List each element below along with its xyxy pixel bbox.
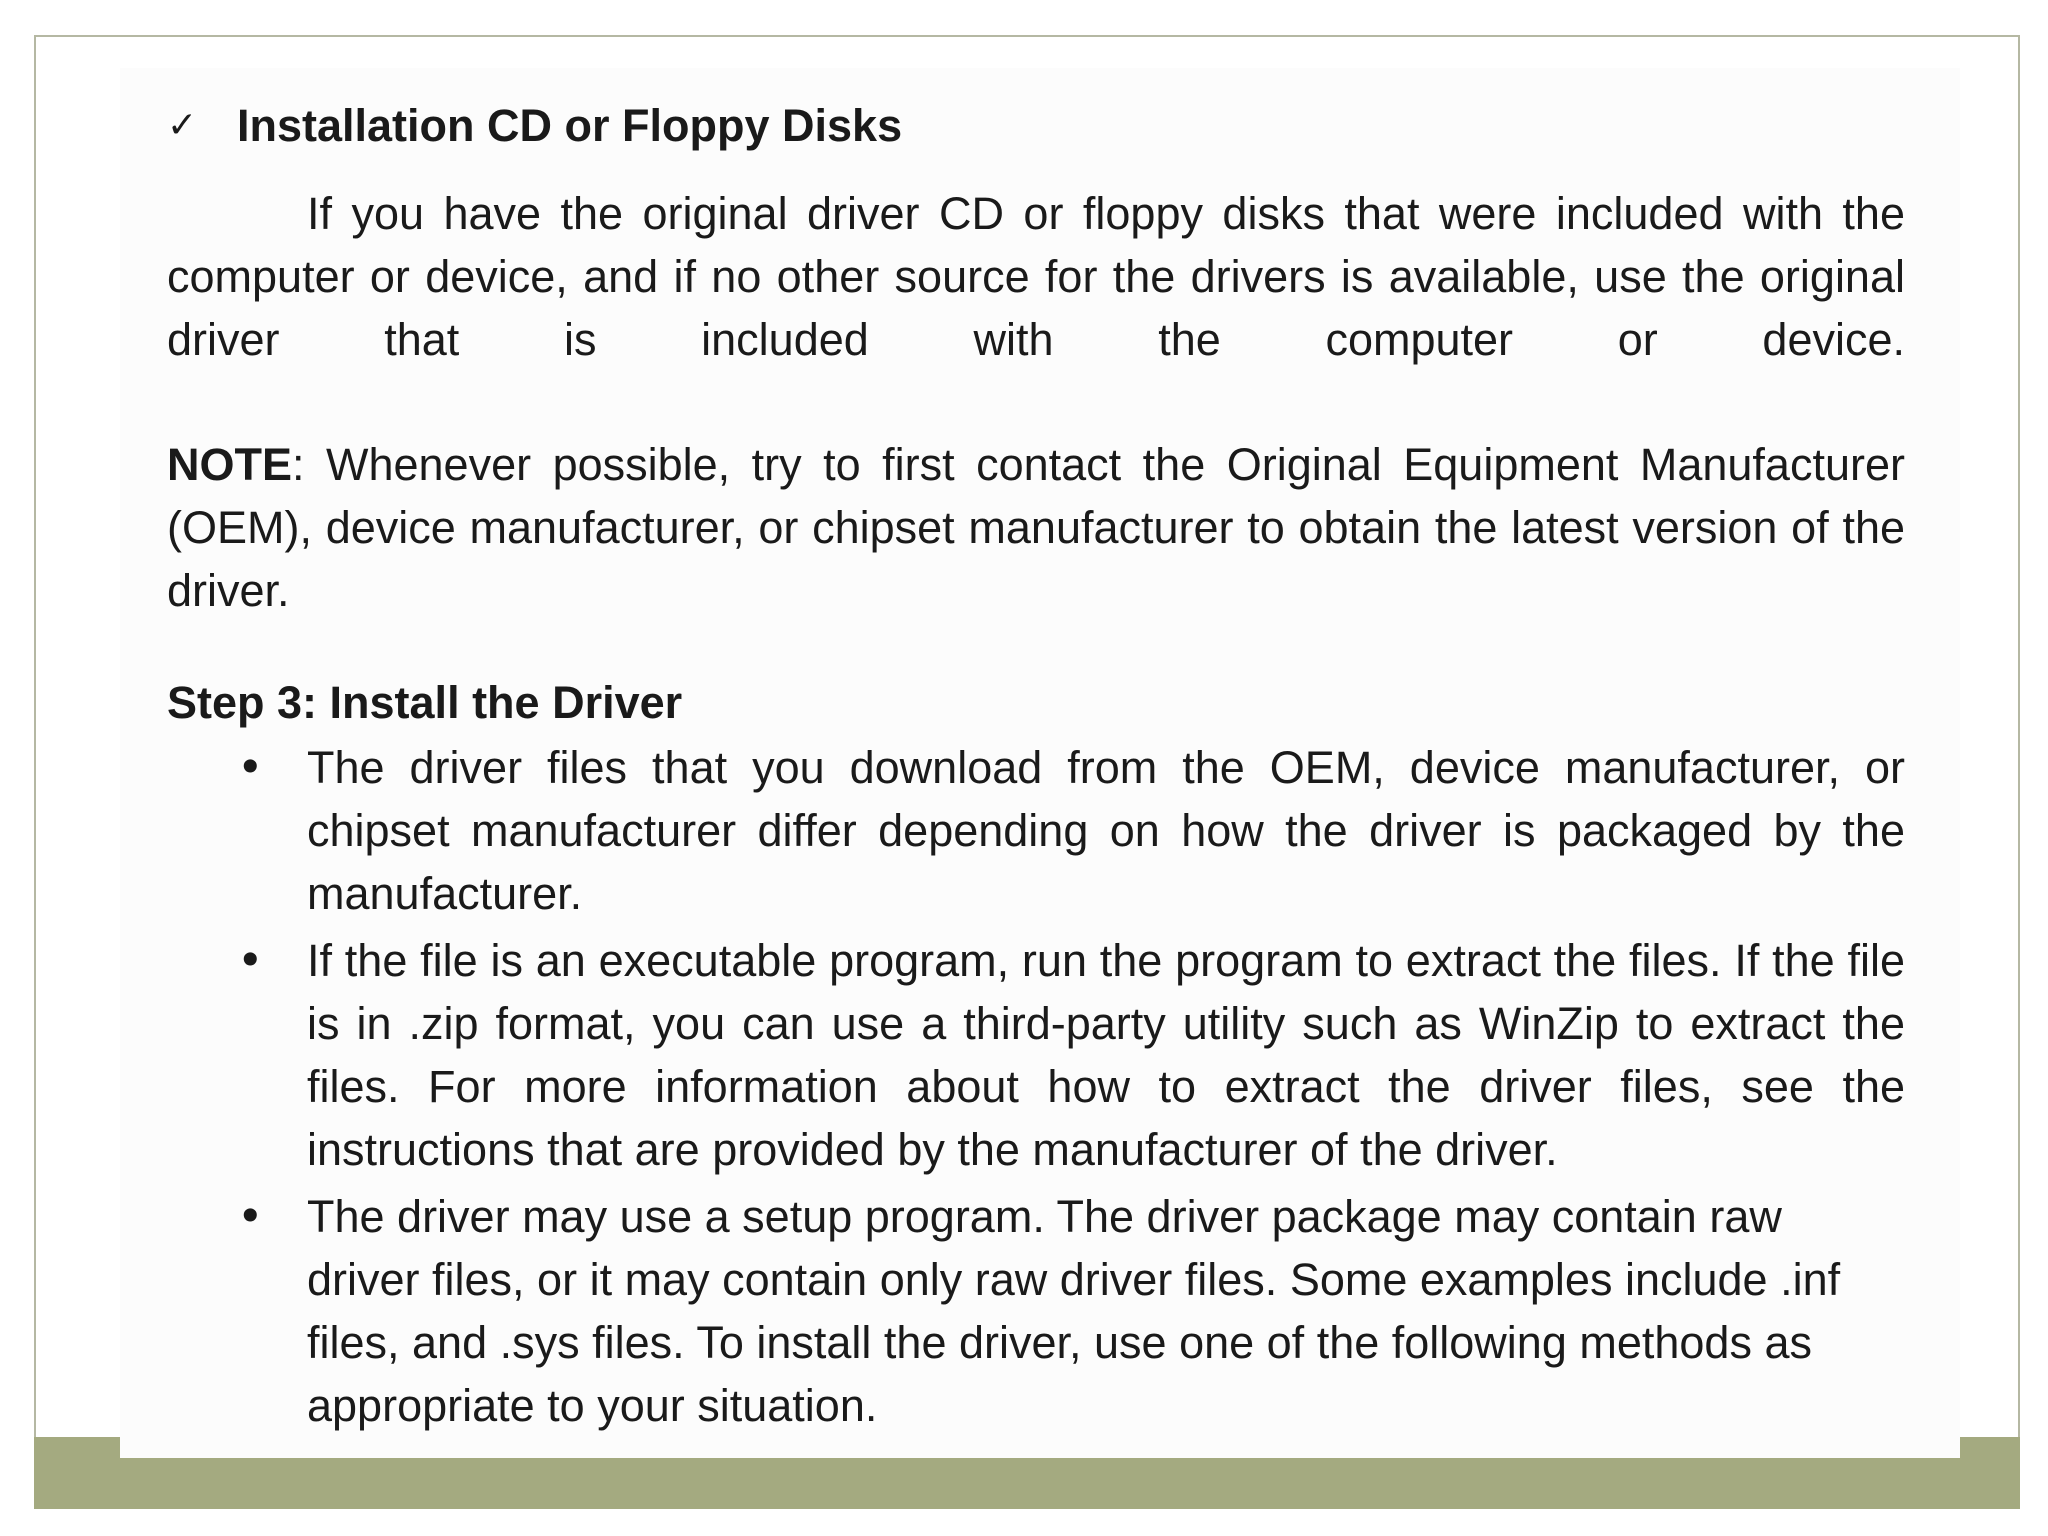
- section-heading-text: Installation CD or Floppy Disks: [237, 100, 903, 151]
- intro-paragraph: If you have the original driver CD or floppy disks that were included with the computer or device, and if no other source for the drivers is available, use the original driver that is included with the computer or device.: [167, 188, 1905, 365]
- note-paragraph: [167, 433, 1905, 622]
- note-label: NOTE: [167, 439, 293, 490]
- list-item: [167, 929, 1905, 1181]
- bullet-icon: •: [237, 934, 264, 987]
- list-item-text: The driver files that you download from the OEM, device manufacturer, or chipset manufacturer differ depending on how the driver is packaged by the manufacturer.: [307, 742, 1905, 919]
- list-item-text: The driver may use a setup program. The driver package may contain raw driver files, or it may contain only raw driver files. Some examples include .inf files, and .sys files. To install the driver, use one of the following methods as appropriate to your situation.: [307, 1191, 1841, 1431]
- bullet-icon: •: [237, 741, 264, 794]
- bullet-icon: •: [237, 1190, 264, 1243]
- bullet-list: [167, 736, 1905, 1437]
- section-heading: [167, 90, 1905, 162]
- slide-content: [167, 90, 1905, 1441]
- checkmark-icon: ✓: [167, 105, 198, 146]
- step-heading: Step 3: Install the Driver: [167, 677, 683, 728]
- note-text: : Whenever possible, try to first contact the Original Equipment Manufacturer (OEM), device manufacturer, or chipset manufacturer to obtain the latest version of the driver.: [167, 439, 1905, 616]
- list-item-text: If the file is an executable program, run the program to extract the files. If the file is in .zip format, you can use a third-party utility such as WinZip to extract the files. For more information about how to extract the driver files, see the instructions that are provided by the manufacturer of the driver.: [307, 935, 1905, 1175]
- list-item: [167, 1185, 1905, 1437]
- list-item: [167, 736, 1905, 925]
